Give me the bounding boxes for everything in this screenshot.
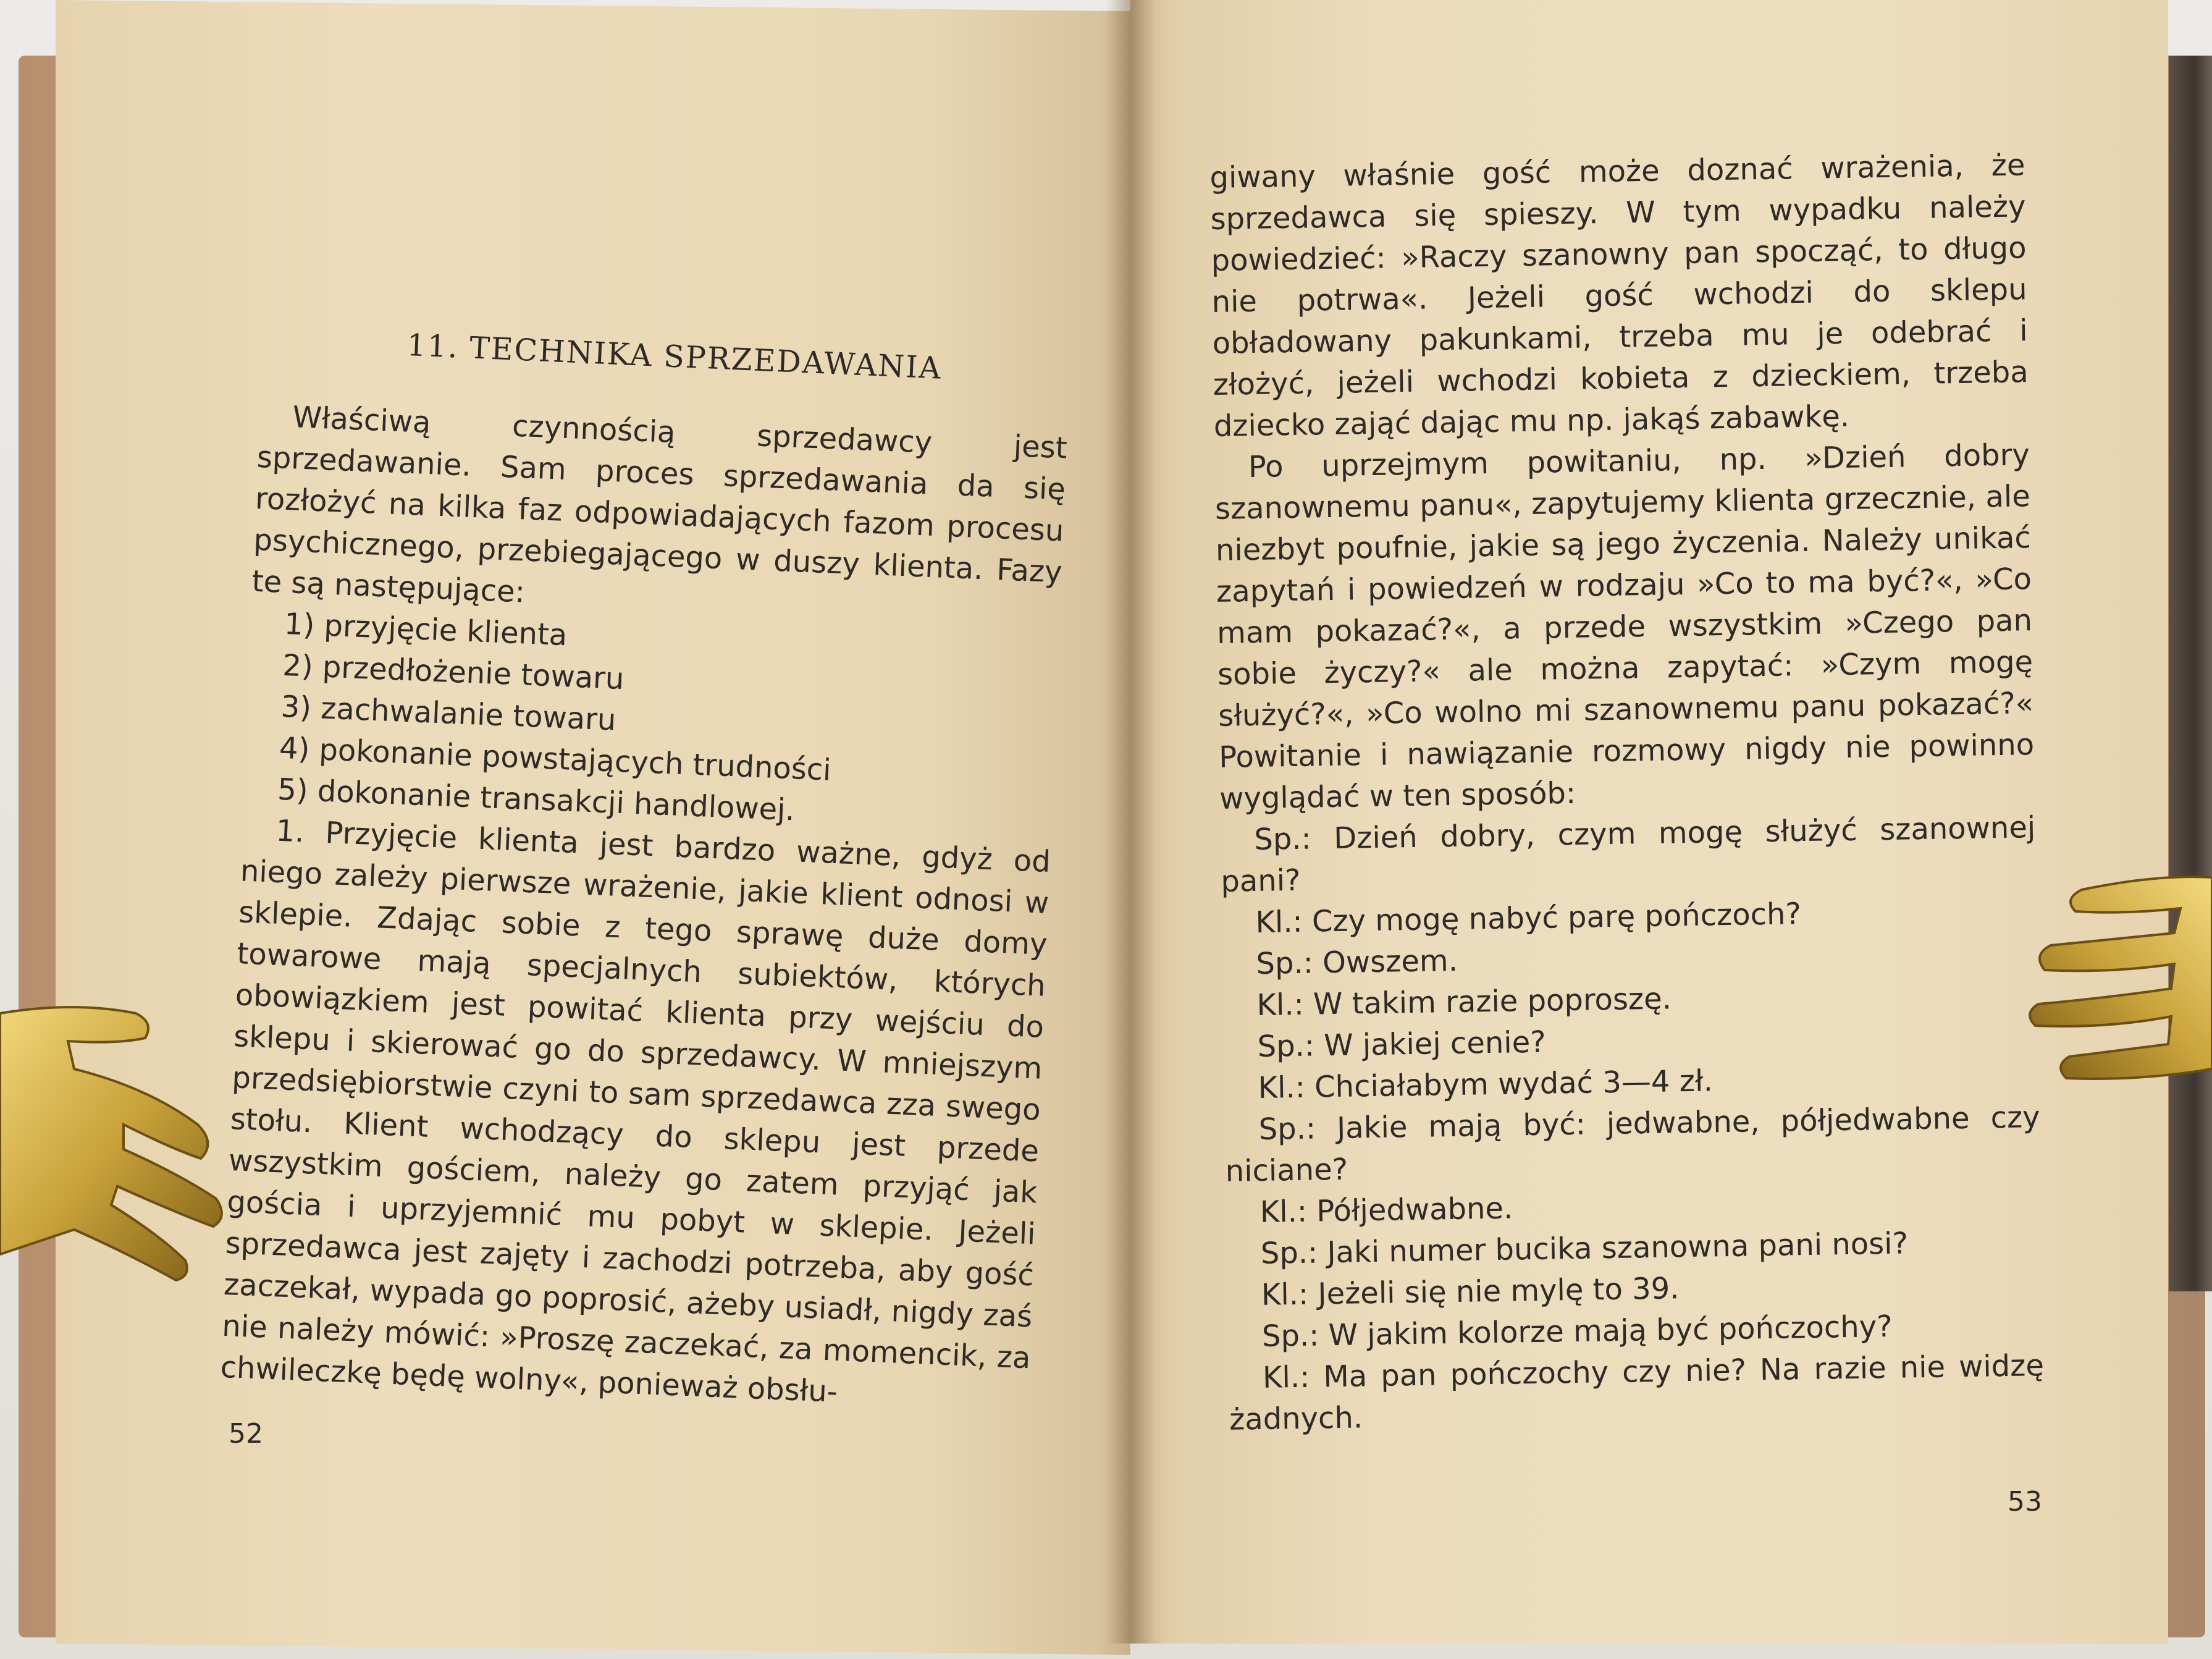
body-paragraph: 1. Przyjęcie klienta jest bardzo ważne, gdyż od niego zależy pierwsze wrażenie, jakie klient odnosi w sklepie. Zdając sobie z tego sprawę duże domy towarowe mają specjalnych subiektów, których obowiązkiem jest powitać klienta przy wejściu do sklepu i skierować go do sprzedawcy. W mniejszym przedsiębiorstwie czyni to sam sprzedawca zza swego stołu. Klient wchodzący do sklepu jest przede wszystkim gościem, należy go zatem przyjąć jak gościa i uprzyjemnić mu pobyt w sklepie. Jeżeli sprzedawca jest zajęty i zachodzi potrzeba, aby gość zaczekał, wypada go poprosić, ażeby usiadł, nigdy zaś nie należy mówić: »Proszę zaczekać, za momencik, za chwileczkę będę wolny«, ponieważ obsłu- <box>219 813 1051 1409</box>
chapter-heading: 11. TECHNIKA SPRZEDAWANIA <box>406 327 943 386</box>
list-item: 1) przyjęcie klienta <box>284 606 568 653</box>
list-item: 5) dokonanie transakcji handlowej. <box>277 772 796 828</box>
dialog-line: Sp.: Jakie mają być: jedwabne, półjedwabne czy niciane? <box>1225 1100 2041 1189</box>
dialog-line: Sp.: Owszem. <box>1256 943 1458 981</box>
greeting-paragraph: Po uprzejmym powitaniu, np. »Dzień dobry szanownemu panu«, zapytujemy klienta grzecznie, ale niezbyt poufnie, jakie są jego życzenia. Należy unikać zapytań i powiedzeń w rodzaju »Co to ma być?«, »Co mam pokazać?«, a przede wszystkim »Czego pan sobie życzy?« ale można zapytać: »Czym mogę służyć?«, »Co wolno mi szanownemu panu pokazać?« Powitanie i nawiązanie rozmowy nigdy nie powinno wyglądać w ten sposób: <box>1214 437 2035 816</box>
dialog-line: Kl.: Jeżeli się nie mylę to 39. <box>1261 1271 1680 1312</box>
dialog-block <box>1220 807 2045 1441</box>
dialog-line: Sp.: Jaki numer bucika szanowna pani nosi? <box>1260 1226 1909 1271</box>
page-number-right: 53 <box>2008 1486 2042 1518</box>
book-gutter <box>1106 0 1155 1644</box>
left-brass-hand-holder <box>0 964 247 1335</box>
dialog-line: Kl.: Półjedwabne. <box>1259 1191 1513 1230</box>
dialog-line: Kl.: Ma pan pończochy czy nie? Na razie nie widzę żadnych. <box>1229 1348 2045 1437</box>
continued-paragraph: giwany właśnie gość może doznać wrażenia, że sprzedawca się spieszy. W tym wypadku należy powiedzieć: »Raczy szanowny pan spocząć, to długo nie potrwa«. Jeżeli gość wchodzi do sklepu obładowany pakunkami, trzeba mu je odebrać i złożyć, jeżeli wchodzi kobieta z dzieckiem, trzeba dziecko zająć dając mu np. jakąś zabawkę. <box>1209 148 2029 444</box>
dialog-line: Sp.: W jakim kolorze mają być pończochy? <box>1261 1309 1893 1354</box>
dialog-line: Kl.: W takim razie poproszę. <box>1256 981 1672 1023</box>
dialog-line: Sp.: Dzień dobry, czym mogę służyć szanownej pani? <box>1220 810 2036 899</box>
dialog-line: Kl.: Czy mogę nabyć parę pończoch? <box>1255 897 1802 940</box>
dialog-line: Kl.: Chciałabym wydać 3—4 zł. <box>1258 1063 1714 1105</box>
list-item: 2) przedłożenie towaru <box>282 648 625 697</box>
dialog-line: Sp.: W jakiej cenie? <box>1257 1024 1547 1064</box>
left-page-text <box>219 395 1067 1420</box>
list-item: 4) pokonanie powstających trudności <box>278 730 832 788</box>
right-page-text <box>1209 145 2045 1440</box>
right-brass-hand-holder <box>2020 865 2212 1149</box>
page-number-left: 52 <box>229 1418 263 1450</box>
intro-paragraph: Właściwą czynnością sprzedawcy jest sprzedawanie. Sam proces sprzedawania da się rozłożyć na kilka faz odpowiadających fazom procesu psychicznego, przebiegającego w duszy klienta. Fazy te są następujące: <box>251 400 1068 610</box>
list-item: 3) zachwalanie towaru <box>280 689 617 738</box>
phase-list <box>243 602 1059 842</box>
